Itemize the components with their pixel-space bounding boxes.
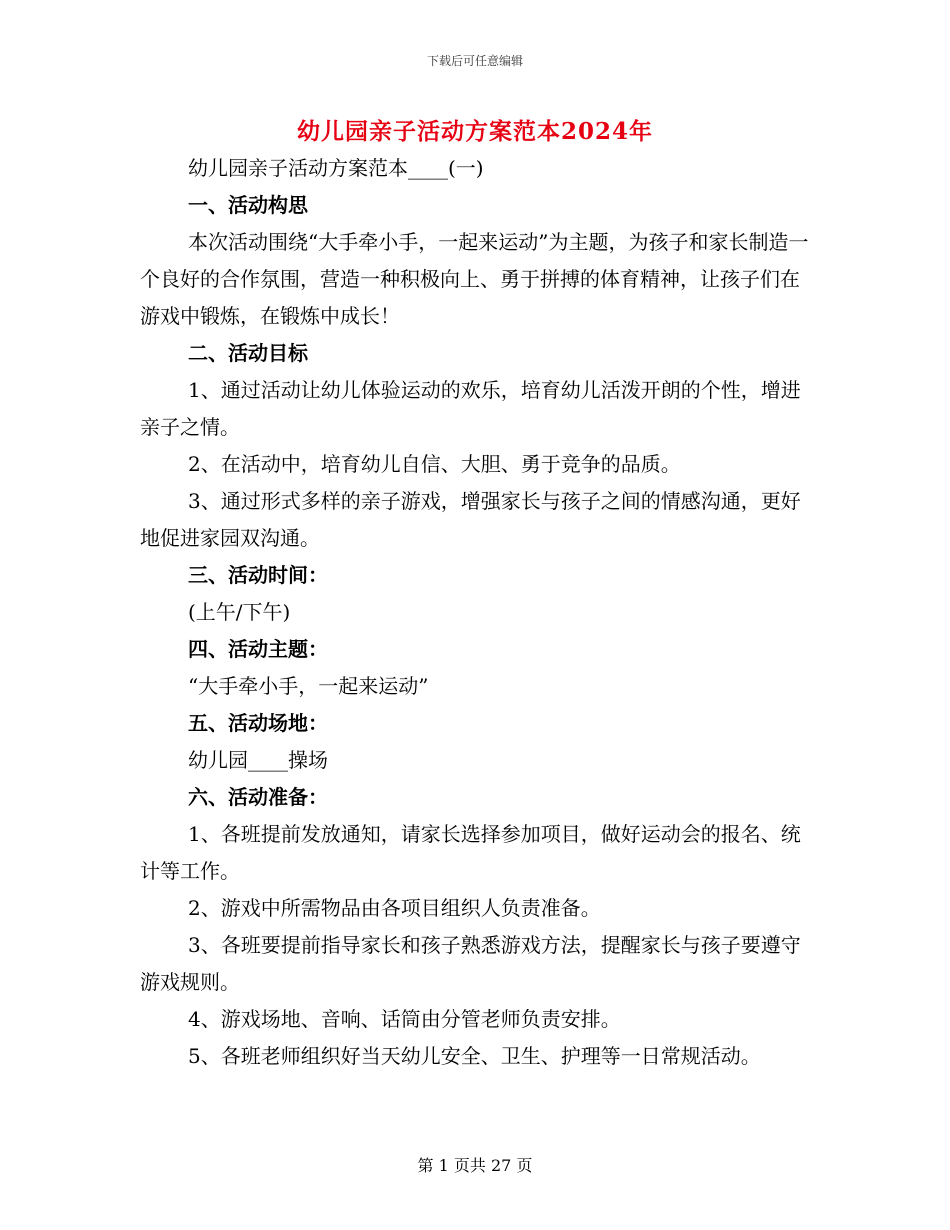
venue-paragraph: 幼儿园____操场 [188,748,328,772]
page-header: 下载后可任意编辑 [426,54,523,68]
goal-item-1: 1、通过活动让幼儿体验运动的欢乐，培育幼儿活泼开朗的个性，增进亲子之情。 [140,378,801,439]
subtitle-paragraph: 幼儿园亲子活动方案范本____(一) [188,156,484,180]
page-number: 第 1 页共 27 页 [417,1156,533,1175]
document-title: 幼儿园亲子活动方案范本2024年 [296,118,653,145]
document-body [140,150,810,1075]
section-heading-preparation: 六、活动准备： [188,785,328,809]
preparation-item-5: 5、各班老师组织好当天幼儿安全、卫生、护理等一日常规活动。 [188,1044,761,1068]
goal-item-3: 3、通过形式多样的亲子游戏，增强家长与孩子之间的情感沟通，更好地促进家园双沟通。 [140,489,801,550]
preparation-item-1: 1、各班提前发放通知，请家长选择参加项目，做好运动会的报名、统计等工作。 [140,822,801,883]
preparation-item-3: 3、各班要提前指导家长和孩子熟悉游戏方法，提醒家长与孩子要遵守游戏规则。 [140,933,801,994]
concept-paragraph: 本次活动围绕“大手牵小手，一起来运动”为主题，为孩子和家长制造一个良好的合作氛围，营造一种积极向上、勇于拼搏的体育精神，让孩子们在游戏中锻炼，在锻炼中成长！ [140,230,809,328]
time-paragraph: (上午/下午) [188,600,291,624]
section-heading-venue: 五、活动场地： [188,711,328,735]
section-heading-concept: 一、活动构思 [188,193,308,217]
preparation-item-4: 4、游戏场地、音响、话筒由分管老师负责安排。 [188,1007,621,1031]
preparation-item-2: 2、游戏中所需物品由各项目组织人负责准备。 [188,896,601,920]
goal-item-2: 2、在活动中，培育幼儿自信、大胆、勇于竞争的品质。 [188,452,681,476]
section-heading-theme: 四、活动主题： [188,637,328,661]
section-heading-goals: 二、活动目标 [188,341,308,365]
section-heading-time: 三、活动时间： [188,563,328,587]
theme-paragraph: “大手牵小手，一起来运动” [188,674,429,698]
